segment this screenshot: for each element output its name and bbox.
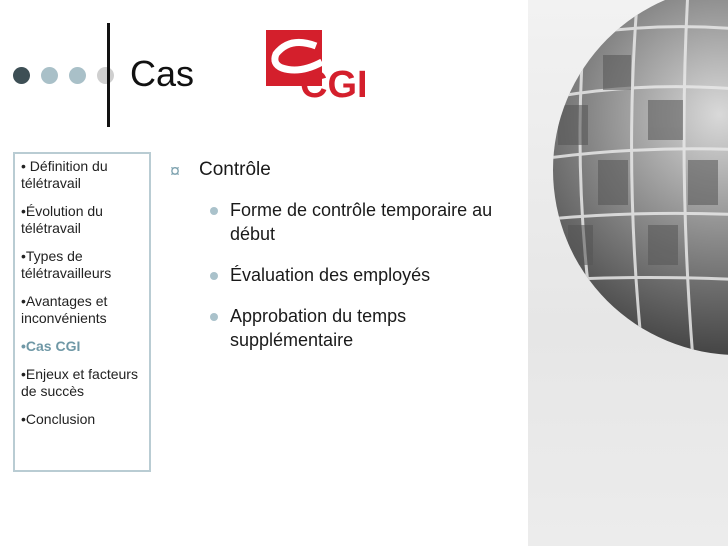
sub-bullet-text: Approbation du temps supplémentaire <box>230 306 407 350</box>
bullet-dot-icon <box>210 207 218 215</box>
slide-title: Cas <box>130 53 195 94</box>
main-bullet <box>170 158 530 182</box>
nav-item-evolution[interactable]: •Évolution du télétravail <box>21 203 103 236</box>
header-dot <box>13 67 30 84</box>
sub-bullet-text: Forme de contrôle temporaire au début <box>230 200 493 244</box>
slide-content <box>170 158 530 369</box>
sub-bullet-list <box>170 198 530 352</box>
nav-item-conclusion[interactable]: •Conclusion <box>21 411 96 427</box>
sub-bullet <box>170 263 530 287</box>
header-dot <box>97 67 114 84</box>
cgi-logo-text: CGI <box>300 64 368 103</box>
agenda-nav <box>13 152 151 472</box>
sub-bullet-text: Évaluation des employés <box>230 265 431 285</box>
globe-panel <box>528 0 728 546</box>
bullet-marker-icon: ¤ <box>170 161 181 181</box>
nav-item-definition[interactable]: • Définition du télétravail <box>21 158 108 191</box>
nav-item-avantages[interactable]: •Avantages et inconvénients <box>21 293 108 326</box>
cgi-logo <box>228 18 383 103</box>
title-divider <box>107 23 110 127</box>
header-dot <box>69 67 86 84</box>
nav-item-types[interactable]: •Types de télétravailleurs <box>21 248 112 281</box>
sub-bullet <box>170 304 530 352</box>
sub-bullet <box>170 198 530 246</box>
nav-item-enjeux[interactable]: •Enjeux et facteurs de succès <box>21 366 138 399</box>
bullet-dot-icon <box>210 313 218 321</box>
main-bullet-text: Contrôle <box>199 159 271 180</box>
header-dot <box>41 67 58 84</box>
globe-photo-collage <box>528 0 728 546</box>
nav-item-cas-cgi[interactable]: •Cas CGI <box>21 338 81 354</box>
bullet-dot-icon <box>210 272 218 280</box>
